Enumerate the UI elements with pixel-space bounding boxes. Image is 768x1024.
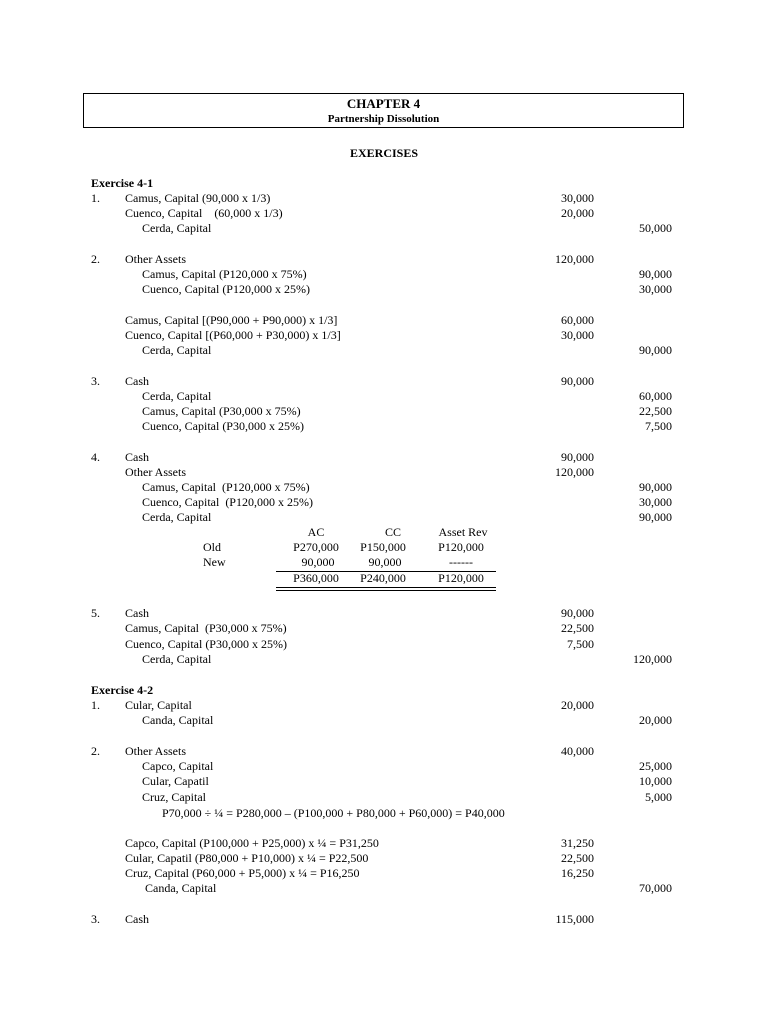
entry-line: Cerda, Capital bbox=[142, 389, 212, 403]
table-cell: ------ bbox=[449, 555, 473, 569]
table-header-asset-rev: Asset Rev bbox=[438, 525, 488, 539]
item-number: 2. bbox=[91, 744, 100, 758]
item-number: 4. bbox=[91, 450, 100, 464]
entry-line: Camus, Capital (P30,000 x 75%) bbox=[142, 404, 301, 418]
chapter-title: CHAPTER 4 bbox=[346, 96, 421, 111]
credit-amount: 30,000 bbox=[639, 495, 672, 509]
table-row-label: New bbox=[203, 555, 226, 569]
entry-line: Cash bbox=[125, 606, 149, 620]
table-double-rule bbox=[276, 587, 496, 588]
entry-line: Cular, Capital bbox=[125, 698, 192, 712]
entry-line: Canda, Capital bbox=[145, 881, 217, 895]
entry-line: Camus, Capital [(P90,000 + P90,000) x 1/3] bbox=[125, 313, 338, 327]
item-number: 3. bbox=[91, 912, 100, 926]
entry-line: Camus, Capital (P30,000 x 75%) bbox=[125, 621, 287, 635]
credit-amount: 25,000 bbox=[639, 759, 672, 773]
credit-amount: 90,000 bbox=[639, 510, 672, 524]
table-total-cell: P120,000 bbox=[438, 571, 484, 585]
credit-amount: 30,000 bbox=[639, 282, 672, 296]
table-double-rule bbox=[276, 590, 496, 591]
debit-amount: 90,000 bbox=[561, 606, 594, 620]
exercise-4-2-title: Exercise 4-2 bbox=[91, 683, 154, 697]
credit-amount: 70,000 bbox=[639, 881, 672, 895]
debit-amount: 30,000 bbox=[561, 191, 594, 205]
debit-amount: 40,000 bbox=[561, 744, 594, 758]
table-total-cell: P240,000 bbox=[360, 571, 406, 585]
entry-line: Other Assets bbox=[125, 252, 186, 266]
debit-amount: 16,250 bbox=[561, 866, 594, 880]
debit-amount: 20,000 bbox=[561, 206, 594, 220]
item-number: 1. bbox=[91, 191, 100, 205]
debit-amount: 31,250 bbox=[561, 836, 594, 850]
entry-line: Cerda, Capital bbox=[142, 221, 212, 235]
credit-amount: 90,000 bbox=[639, 480, 672, 494]
entry-line: Cruz, Capital bbox=[142, 790, 206, 804]
credit-amount: 10,000 bbox=[639, 774, 672, 788]
debit-amount: 22,500 bbox=[561, 851, 594, 865]
credit-amount: 90,000 bbox=[639, 267, 672, 281]
section-title: EXERCISES bbox=[349, 146, 419, 160]
exercise-4-1-title: Exercise 4-1 bbox=[91, 176, 154, 190]
item-number: 1. bbox=[91, 698, 100, 712]
table-cell: P270,000 bbox=[293, 540, 339, 554]
credit-amount: 7,500 bbox=[645, 419, 672, 433]
debit-amount: 60,000 bbox=[561, 313, 594, 327]
chapter-header-box bbox=[83, 93, 684, 128]
entry-line: Camus, Capital (90,000 x 1/3) bbox=[125, 191, 271, 205]
entry-line: Other Assets bbox=[125, 465, 186, 479]
debit-amount: 20,000 bbox=[561, 698, 594, 712]
entry-line: Other Assets bbox=[125, 744, 186, 758]
debit-amount: 22,500 bbox=[561, 621, 594, 635]
entry-line: Cerda, Capital bbox=[142, 652, 212, 666]
debit-amount: 7,500 bbox=[567, 637, 594, 651]
entry-line: Cash bbox=[125, 912, 149, 926]
entry-line: Cuenco, Capital (P30,000 x 25%) bbox=[142, 419, 304, 433]
entry-line: Capco, Capital bbox=[142, 759, 214, 773]
credit-amount: 50,000 bbox=[639, 221, 672, 235]
debit-amount: 30,000 bbox=[561, 328, 594, 342]
entry-line: Cash bbox=[125, 450, 149, 464]
table-header-ac: AC bbox=[307, 525, 325, 539]
entry-line: Cerda, Capital bbox=[142, 510, 212, 524]
table-cell: 90,000 bbox=[301, 555, 335, 569]
credit-amount: 5,000 bbox=[645, 790, 672, 804]
credit-amount: 22,500 bbox=[639, 404, 672, 418]
debit-amount: 120,000 bbox=[555, 252, 594, 266]
entry-line: Capco, Capital (P100,000 + P25,000) x ¼ = P31,250 bbox=[125, 836, 379, 850]
entry-line: Cular, Capatil bbox=[142, 774, 209, 788]
table-row-label: Old bbox=[203, 540, 221, 554]
item-number: 3. bbox=[91, 374, 100, 388]
entry-line: Cular, Capatil (P80,000 + P10,000) x ¼ = P22,500 bbox=[125, 851, 369, 865]
entry-line: Cuenco, Capital [(P60,000 + P30,000) x 1/3] bbox=[125, 328, 341, 342]
item-number: 5. bbox=[91, 606, 100, 620]
entry-line: Cuenco, Capital (P120,000 x 25%) bbox=[142, 282, 310, 296]
entry-line: Camus, Capital (P120,000 x 75%) bbox=[142, 480, 310, 494]
entry-line: Cuenco, Capital (P120,000 x 25%) bbox=[142, 495, 313, 509]
credit-amount: 120,000 bbox=[633, 652, 672, 666]
computation-line: P70,000 ÷ ¼ = P280,000 – (P100,000 + P80,000 + P60,000) = P40,000 bbox=[162, 806, 505, 820]
entry-line: Cerda, Capital bbox=[142, 343, 212, 357]
credit-amount: 90,000 bbox=[639, 343, 672, 357]
credit-amount: 60,000 bbox=[639, 389, 672, 403]
chapter-subtitle: Partnership Dissolution bbox=[327, 113, 440, 125]
table-total-cell: P360,000 bbox=[293, 571, 339, 585]
item-number: 2. bbox=[91, 252, 100, 266]
debit-amount: 90,000 bbox=[561, 450, 594, 464]
entry-line: Cash bbox=[125, 374, 149, 388]
entry-line: Cruz, Capital (P60,000 + P5,000) x ¼ = P16,250 bbox=[125, 866, 360, 880]
table-cell: 90,000 bbox=[368, 555, 402, 569]
entry-line: Canda, Capital bbox=[142, 713, 214, 727]
debit-amount: 120,000 bbox=[555, 465, 594, 479]
table-cell: P120,000 bbox=[438, 540, 484, 554]
entry-line: Cuenco, Capital (P30,000 x 25%) bbox=[125, 637, 287, 651]
debit-amount: 90,000 bbox=[561, 374, 594, 388]
table-cell: P150,000 bbox=[360, 540, 406, 554]
credit-amount: 20,000 bbox=[639, 713, 672, 727]
entry-line: Camus, Capital (P120,000 x 75%) bbox=[142, 267, 307, 281]
table-header-cc: CC bbox=[384, 525, 401, 539]
entry-line: Cuenco, Capital (60,000 x 1/3) bbox=[125, 206, 283, 220]
debit-amount: 115,000 bbox=[555, 912, 594, 926]
